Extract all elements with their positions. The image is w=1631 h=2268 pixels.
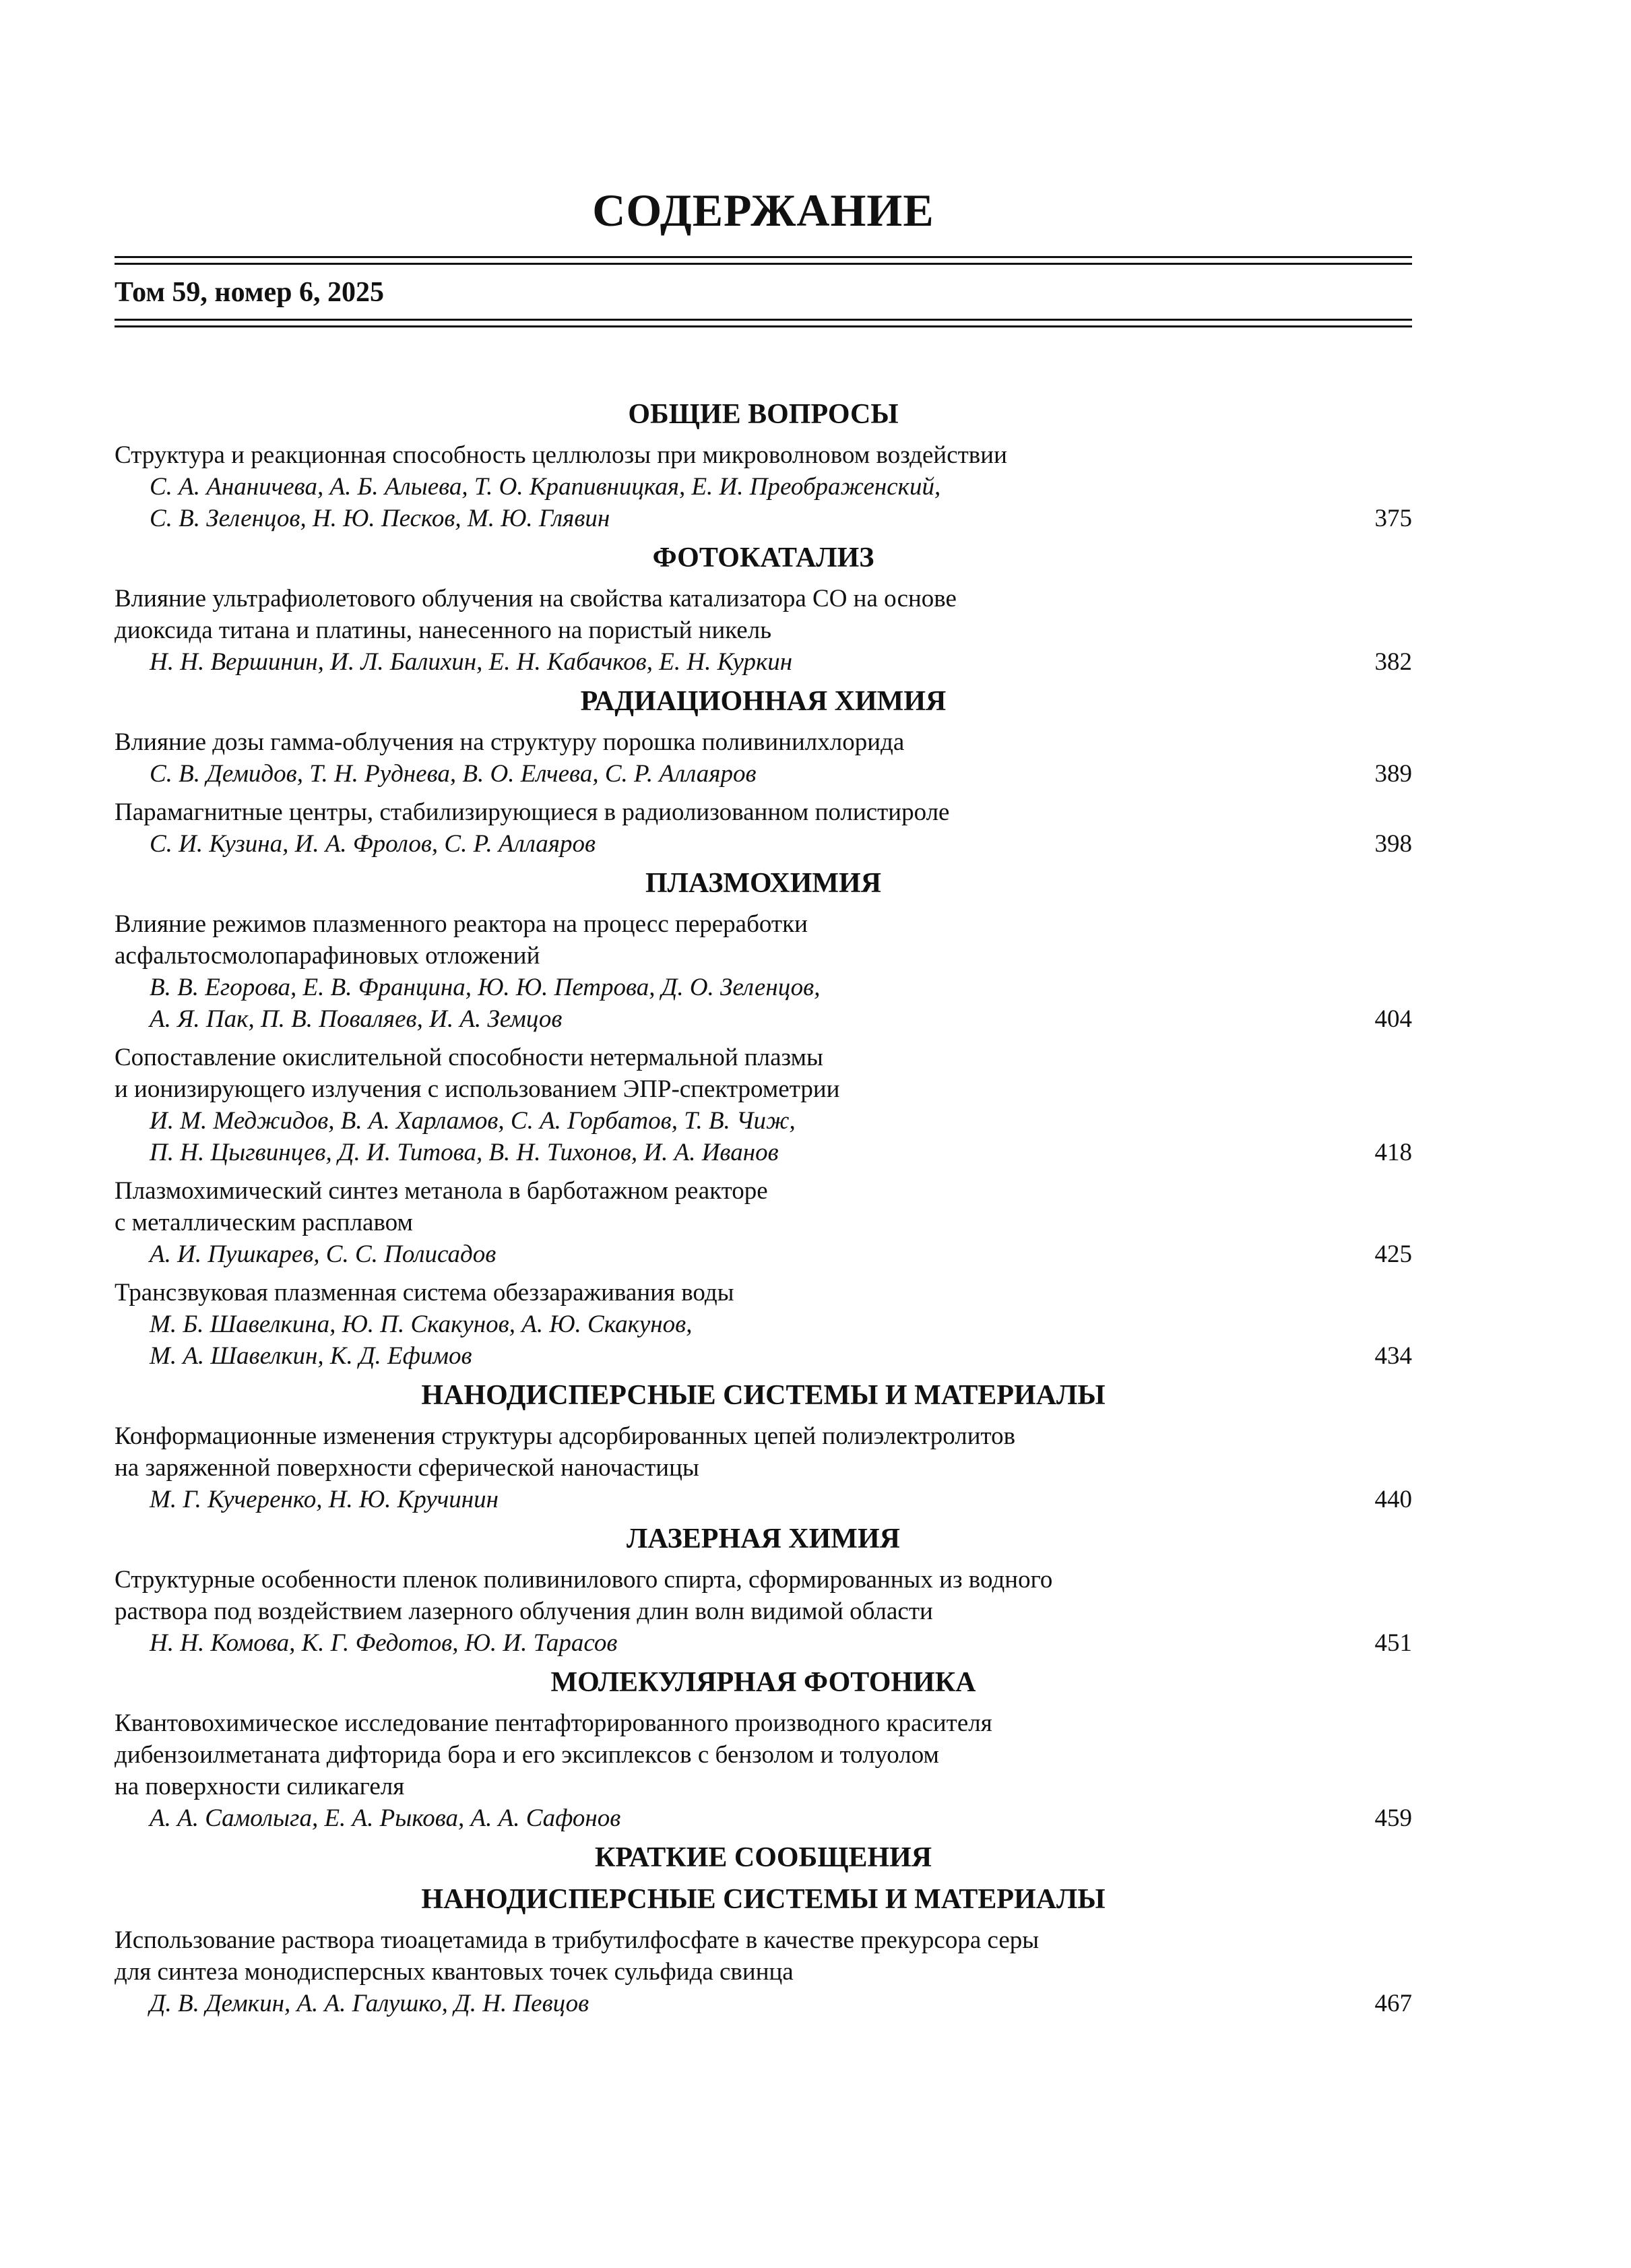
article-authors-line: Н. Н. Вершинин, И. Л. Балихин, Е. Н. Кабачков, Е. Н. Куркин <box>150 648 793 676</box>
toc-entry <box>115 1277 1412 1372</box>
toc-entry <box>115 1042 1412 1168</box>
article-authors-line: С. И. Кузина, И. А. Фролов, С. Р. Аллаяров <box>150 830 596 858</box>
article-page-number: 451 <box>1374 1629 1412 1657</box>
section-heading: ОБЩИЕ ВОПРОСЫ <box>628 399 899 430</box>
article-page-number: 440 <box>1374 1486 1412 1513</box>
toc-entry <box>115 1707 1412 1834</box>
article-title-line: Конформационные изменения структуры адсорбированных цепей полиэлектролитов <box>115 1422 1016 1450</box>
section-heading: КРАТКИЕ СООБЩЕНИЯ <box>594 1842 932 1873</box>
header-rule-bottom <box>115 319 1412 327</box>
article-page-number: 467 <box>1374 1990 1412 2017</box>
article-page-number: 398 <box>1374 830 1412 858</box>
article-authors-line: С. А. Ананичева, А. Б. Алыева, Т. О. Крапивницкая, Е. И. Преображенский, <box>150 473 941 501</box>
article-authors-line: В. В. Егорова, Е. В. Францина, Ю. Ю. Петрова, Д. О. Зеленцов, <box>150 974 821 1001</box>
article-page-number: 375 <box>1374 505 1412 532</box>
article-title-line: Влияние режимов плазменного реактора на процесс переработки <box>115 910 808 938</box>
article-authors-line: Д. В. Демкин, А. А. Галушко, Д. Н. Певцов <box>150 1990 589 2017</box>
toc-entry <box>115 1175 1412 1270</box>
article-page-number: 459 <box>1374 1804 1412 1832</box>
toc-entry <box>115 439 1412 534</box>
sections-list <box>115 398 1412 2019</box>
article-title-line: на заряженной поверхности сферической наночастицы <box>115 1454 699 1482</box>
section-heading: ПЛАЗМОХИМИЯ <box>645 868 882 899</box>
article-title-line: Структура и реакционная способность целлюлозы при микроволновом воздействии <box>115 441 1007 469</box>
article-authors-line: Н. Н. Комова, К. Г. Федотов, Ю. И. Тарасов <box>150 1629 618 1657</box>
section-heading: ЛАЗЕРНАЯ ХИМИЯ <box>627 1523 900 1554</box>
article-title-line: на поверхности силикагеля <box>115 1773 405 1800</box>
toc-entry <box>115 726 1412 790</box>
article-authors-line: П. Н. Цыгвинцев, Д. И. Титова, В. Н. Тихонов, И. А. Иванов <box>150 1139 779 1166</box>
article-page-number: 389 <box>1374 760 1412 788</box>
toc-entry <box>115 1420 1412 1515</box>
section-heading: ФОТОКАТАЛИЗ <box>652 542 874 573</box>
section-heading: РАДИАЦИОННАЯ ХИМИЯ <box>580 686 947 717</box>
article-authors-line: М. А. Шавелкин, К. Д. Ефимов <box>150 1342 472 1370</box>
article-page-number: 418 <box>1374 1139 1412 1166</box>
article-title-line: раствора под воздействием лазерного облучения длин волн видимой области <box>115 1598 933 1625</box>
article-page-number: 382 <box>1374 648 1412 676</box>
article-title-line: с металлическим расплавом <box>115 1209 413 1236</box>
article-title-line: Плазмохимический синтез метанола в барботажном реакторе <box>115 1177 768 1205</box>
article-title-line: Структурные особенности пленок поливинилового спирта, сформированных из водного <box>115 1566 1053 1594</box>
article-title-line: Использование раствора тиоацетамида в трибутилфосфате в качестве прекурсора серы <box>115 1926 1040 1954</box>
article-title-line: Трансзвуковая плазменная система обеззараживания воды <box>115 1279 734 1306</box>
article-title-line: асфальтосмолопарафиновых отложений <box>115 942 540 970</box>
article-authors-line: А. А. Самолыга, Е. А. Рыкова, А. А. Сафонов <box>150 1804 621 1832</box>
toc-entry <box>115 908 1412 1035</box>
section-heading: НАНОДИСПЕРСНЫЕ СИСТЕМЫ И МАТЕРИАЛЫ <box>421 1884 1106 1915</box>
article-title-line: и ионизирующего излучения с использованием ЭПР-спектрометрии <box>115 1075 840 1103</box>
article-page-number: 434 <box>1374 1342 1412 1370</box>
article-authors-line: М. Б. Шавелкина, Ю. П. Скакунов, А. Ю. Скакунов, <box>150 1311 693 1338</box>
article-page-number: 425 <box>1374 1240 1412 1268</box>
article-title-line: Парамагнитные центры, стабилизирующиеся в радиолизованном полистироле <box>115 798 950 826</box>
header-rule-top <box>115 256 1412 265</box>
section-heading: НАНОДИСПЕРСНЫЕ СИСТЕМЫ И МАТЕРИАЛЫ <box>421 1380 1106 1411</box>
toc-entry <box>115 1924 1412 2019</box>
section-heading: МОЛЕКУЛЯРНАЯ ФОТОНИКА <box>550 1667 976 1698</box>
page-title: СОДЕРЖАНИЕ <box>592 185 934 236</box>
article-authors-line: И. М. Меджидов, В. А. Харламов, С. А. Горбатов, Т. В. Чиж, <box>150 1107 796 1135</box>
article-title-line: Влияние ультрафиолетового облучения на свойства катализатора СО на основе <box>115 585 957 612</box>
article-title-line: Влияние дозы гамма-облучения на структуру порошка поливинилхлорида <box>115 728 905 756</box>
article-authors-line: А. И. Пушкарев, С. С. Полисадов <box>150 1240 497 1268</box>
toc-entry <box>115 796 1412 860</box>
article-page-number: 404 <box>1374 1005 1412 1033</box>
article-title-line: для синтеза монодисперсных квантовых точек сульфида свинца <box>115 1958 794 1986</box>
table-of-contents-page <box>115 183 1412 2026</box>
article-title-line: Квантовохимическое исследование пентафторированного производного красителя <box>115 1709 992 1737</box>
article-title-line: Сопоставление окислительной способности нетермальной плазмы <box>115 1044 823 1071</box>
toc-entry <box>115 1564 1412 1659</box>
article-title-line: диоксида титана и платины, нанесенного на пористый никель <box>115 617 772 644</box>
issue-label: Том 59, номер 6, 2025 <box>115 277 384 308</box>
article-authors-line: А. Я. Пак, П. В. Поваляев, И. А. Земцов <box>150 1005 563 1033</box>
article-title-line: дибензоилметаната дифторида бора и его эксиплексов с бензолом и толуолом <box>115 1741 939 1769</box>
article-authors-line: М. Г. Кучеренко, Н. Ю. Кручинин <box>150 1486 499 1513</box>
article-authors-line: С. В. Демидов, Т. Н. Руднева, В. О. Елчева, С. Р. Аллаяров <box>150 760 757 788</box>
article-authors-line: С. В. Зеленцов, Н. Ю. Песков, М. Ю. Глявин <box>150 505 610 532</box>
toc-entry <box>115 583 1412 678</box>
toc-header <box>115 183 1412 327</box>
